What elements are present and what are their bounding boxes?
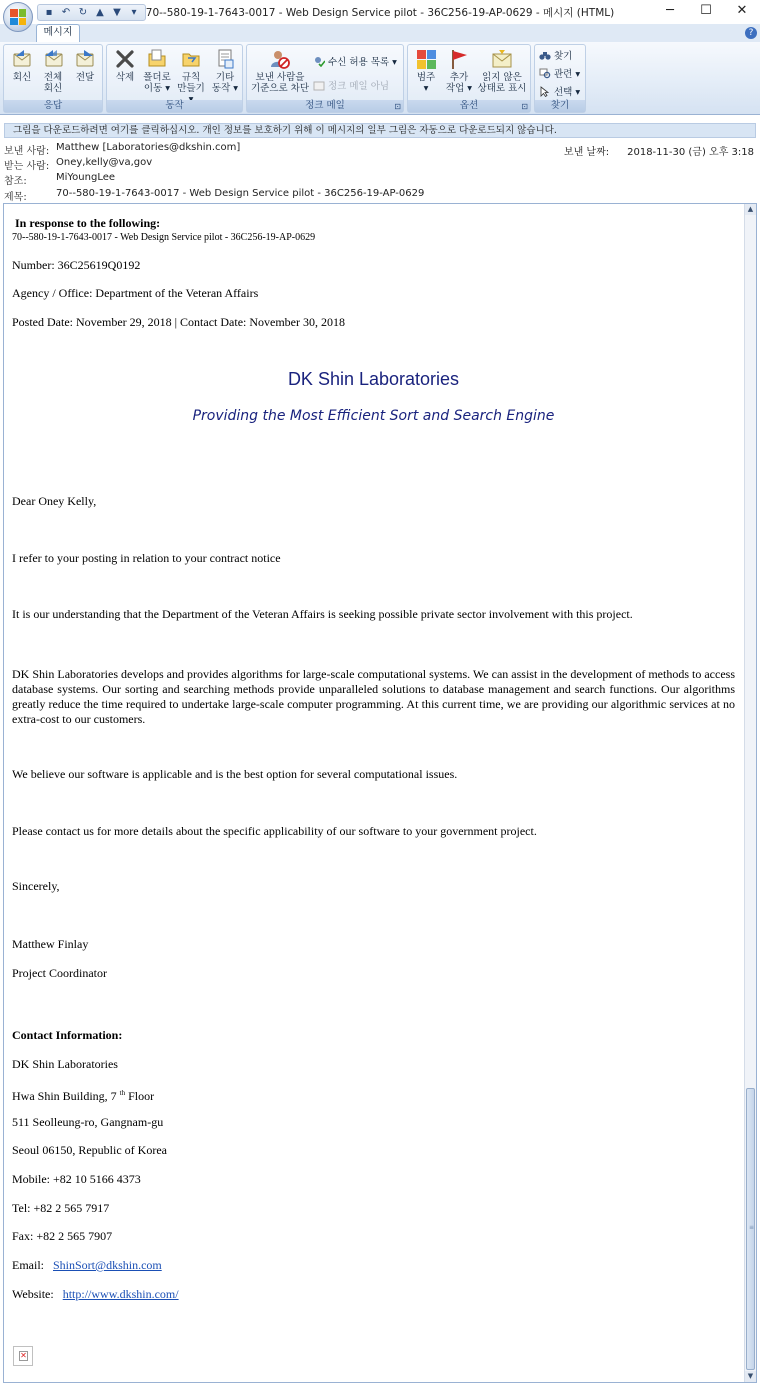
tab-message[interactable]: 메시지 bbox=[36, 24, 80, 42]
company-name-banner: DK Shin Laboratories bbox=[287, 369, 460, 389]
company-tagline: Providing the Most Efficient Sort and Search Engine bbox=[192, 408, 555, 424]
header-to-row bbox=[4, 157, 152, 172]
quick-access-toolbar bbox=[37, 4, 146, 21]
reply-icon bbox=[11, 48, 33, 70]
group-junk bbox=[246, 44, 404, 113]
minimize-button[interactable]: ─ bbox=[666, 3, 674, 18]
header-sent-date bbox=[564, 143, 754, 158]
related-icon bbox=[539, 68, 551, 79]
vertical-scrollbar[interactable] bbox=[744, 204, 756, 1382]
contact-tel: Tel: +82 2 565 7917 bbox=[12, 1201, 110, 1215]
contact-heading: Contact Information: bbox=[12, 1028, 123, 1042]
group-respond bbox=[3, 44, 103, 113]
email-label: Email: bbox=[12, 1258, 44, 1272]
subject-label: 제목: bbox=[4, 192, 27, 203]
header-subject-row bbox=[4, 188, 424, 203]
scroll-grip-icon: ≡ bbox=[749, 1224, 755, 1231]
posted-date-line: Posted Date: November 29, 2018 | Contact Date: November 30, 2018 bbox=[12, 315, 345, 329]
contact-website-row bbox=[12, 1287, 735, 1302]
salutation: Dear Oney Kelly, bbox=[12, 494, 97, 508]
in-response-heading: In response to the following: bbox=[15, 216, 161, 230]
categorize-icon bbox=[415, 48, 437, 70]
safe-list-icon bbox=[313, 56, 325, 67]
follow-up-flag-icon bbox=[448, 48, 470, 70]
save-icon[interactable]: ▪ bbox=[45, 7, 53, 18]
subject-value: 70--580-19-1-7643-0017 - Web Design Service pilot - 36C256-19-AP-0629 bbox=[56, 188, 425, 199]
paragraph-5: Please contact us for more details about the specific applicability of our software to your government project. bbox=[12, 824, 537, 838]
agency-line: Agency / Office: Department of the Veteran Affairs bbox=[12, 286, 259, 300]
forward-button[interactable]: 전달 bbox=[70, 48, 100, 83]
office-logo-icon bbox=[10, 9, 26, 25]
block-sender-icon bbox=[269, 48, 291, 70]
ribbon-tab-row bbox=[0, 24, 760, 42]
group-actions bbox=[106, 44, 243, 113]
email-link[interactable]: ShinSort@dkshin.com bbox=[53, 1258, 162, 1272]
previous-item-icon[interactable]: ▲ bbox=[96, 7, 104, 18]
download-pictures-infobar[interactable]: 그림을 다운로드하려면 여기를 클릭하십시오. 개인 정보를 보호하기 위해 이 메시지의 일부 그림은 자동으로 다운로드되지 않습니다. bbox=[4, 123, 756, 138]
group-label-junk: 정크 메일 bbox=[247, 100, 403, 112]
scrollbar-thumb[interactable] bbox=[746, 1088, 755, 1370]
signature-title: Project Coordinator bbox=[12, 966, 107, 980]
reply-all-icon bbox=[42, 48, 64, 70]
reply-all-button[interactable]: 전체 회신 bbox=[38, 48, 68, 94]
binoculars-icon bbox=[539, 50, 551, 61]
broken-image-icon: ✕ bbox=[20, 1351, 27, 1360]
from-label: 보낸 사람: bbox=[4, 146, 50, 157]
contact-mobile: Mobile: +82 10 5166 4373 bbox=[12, 1172, 141, 1186]
customize-qat-icon[interactable]: ▾ bbox=[131, 7, 137, 18]
to-value[interactable]: Oney,kelly@va,gov bbox=[56, 157, 153, 168]
folder-icon bbox=[146, 48, 168, 70]
group-label-options: 옵션 bbox=[408, 100, 530, 112]
scroll-down-arrow-icon[interactable]: ▼ bbox=[745, 1371, 756, 1382]
website-label: Website: bbox=[12, 1287, 54, 1301]
follow-up-button[interactable]: 추가 작업 ▾ bbox=[444, 48, 474, 94]
broken-image-placeholder bbox=[13, 1346, 33, 1366]
next-item-icon[interactable]: ▼ bbox=[113, 7, 121, 18]
signature-name: Matthew Finlay bbox=[12, 937, 89, 951]
delete-button[interactable]: 삭제 bbox=[111, 48, 139, 83]
other-actions-button[interactable]: 기타 동작 ▾ bbox=[209, 48, 241, 94]
maximize-button[interactable]: ☐ bbox=[700, 3, 712, 18]
number-line: Number: 36C25619Q0192 bbox=[12, 258, 141, 272]
paragraph-1: I refer to your posting in relation to your contract notice bbox=[12, 551, 281, 565]
header-from-row bbox=[4, 142, 240, 157]
to-label: 받는 사람: bbox=[4, 161, 50, 172]
cc-label: 참조: bbox=[4, 176, 27, 187]
redo-icon[interactable]: ↻ bbox=[78, 7, 88, 18]
from-value[interactable]: Matthew [Laboratories@dkshin.com] bbox=[56, 142, 241, 153]
window-controls bbox=[652, 0, 760, 22]
group-label-find: 찾기 bbox=[535, 100, 585, 112]
contact-company: DK Shin Laboratories bbox=[12, 1057, 118, 1071]
paragraph-2: It is our understanding that the Department of the Veteran Affairs is seeking possible private sector involvement with this project. bbox=[12, 607, 633, 621]
safe-list-button[interactable]: 수신 허용 목록 ▾ bbox=[313, 54, 397, 68]
office-button[interactable] bbox=[3, 2, 33, 32]
contact-email-row bbox=[12, 1258, 735, 1273]
mark-unread-button[interactable]: 읽지 않은 상태로 표시 bbox=[476, 48, 528, 94]
close-button[interactable]: ✕ bbox=[736, 3, 748, 18]
find-button[interactable]: 찾기 bbox=[539, 48, 572, 62]
contact-fax: Fax: +82 2 565 7907 bbox=[12, 1229, 113, 1243]
forward-icon bbox=[74, 48, 96, 70]
window-title: 70--580-19-1-7643-0017 - Web Design Service pilot - 36C256-19-AP-0629 - 메시지 (HTML) bbox=[145, 7, 615, 19]
reference-line: 70--580-19-1-7643-0017 - Web Design Service pilot - 36C256-19-AP-0629 bbox=[12, 232, 316, 243]
cc-value[interactable]: MiYoungLee bbox=[56, 172, 116, 183]
mark-unread-icon bbox=[491, 48, 513, 70]
create-rule-button[interactable]: 규칙 만들기 bbox=[175, 48, 207, 105]
related-button[interactable]: 관련 ▾ bbox=[539, 66, 580, 80]
delete-x-icon bbox=[114, 48, 136, 70]
group-options bbox=[407, 44, 531, 113]
header-cc-row bbox=[4, 172, 115, 187]
cursor-icon bbox=[539, 86, 551, 97]
paragraph-4: We believe our software is applicable and is the best option for several computational issues. bbox=[12, 767, 458, 781]
not-junk-button[interactable]: 정크 메일 아님 bbox=[313, 78, 389, 92]
sent-value: 2018-11-30 (금) 오후 3:18 bbox=[627, 147, 754, 158]
contact-address-2: 511 Seolleung-ro, Gangnam-gu bbox=[12, 1115, 164, 1129]
contact-address-1: Hwa Shin Building, 7 $^{th}$ Floor bbox=[12, 1089, 155, 1103]
scroll-up-arrow-icon[interactable]: ▲ bbox=[745, 204, 756, 215]
ribbon bbox=[0, 42, 760, 115]
junk-dialog-launcher-icon[interactable]: ⊡ bbox=[394, 102, 401, 111]
group-label-respond: 응답 bbox=[4, 100, 102, 112]
paragraph-3: DK Shin Laboratories develops and provides algorithms for large-scale computational systems. We can assist in the development of methods to access database systems. Our sorting and searching methods provide unparalleled solutions to database management and search functions. Our algorithms greatly reduce the time required to undertake large-scale computer programming. At this current time, we are providing our algorithmic services at no extra-cost to our customers. bbox=[12, 667, 735, 726]
options-dialog-launcher-icon[interactable]: ⊡ bbox=[521, 102, 528, 111]
closing: Sincerely, bbox=[12, 879, 60, 893]
not-junk-icon bbox=[313, 80, 325, 91]
other-actions-icon bbox=[214, 48, 236, 70]
help-icon[interactable]: ? bbox=[745, 27, 757, 39]
message-header bbox=[0, 140, 760, 202]
rules-folder-icon bbox=[180, 48, 202, 70]
message-body bbox=[3, 203, 757, 1383]
categorize-button[interactable]: 범주 ▾ bbox=[410, 48, 442, 94]
sent-label: 보낸 날짜: bbox=[563, 147, 610, 158]
website-link[interactable]: http://www.dkshin.com/ bbox=[62, 1287, 179, 1301]
group-label-actions: 동작 bbox=[107, 100, 242, 112]
block-sender-button[interactable]: 보낸 사람을 기준으로 차단 bbox=[249, 48, 311, 94]
contact-address-3: Seoul 06150, Republic of Korea bbox=[12, 1143, 167, 1157]
undo-icon[interactable]: ↶ bbox=[61, 7, 71, 18]
reply-button[interactable]: 회신 bbox=[8, 48, 36, 83]
move-to-folder-button[interactable]: 폴더로 이동 ▾ bbox=[141, 48, 173, 94]
select-button[interactable]: 선택 ▾ bbox=[539, 84, 580, 98]
group-find bbox=[534, 44, 586, 113]
